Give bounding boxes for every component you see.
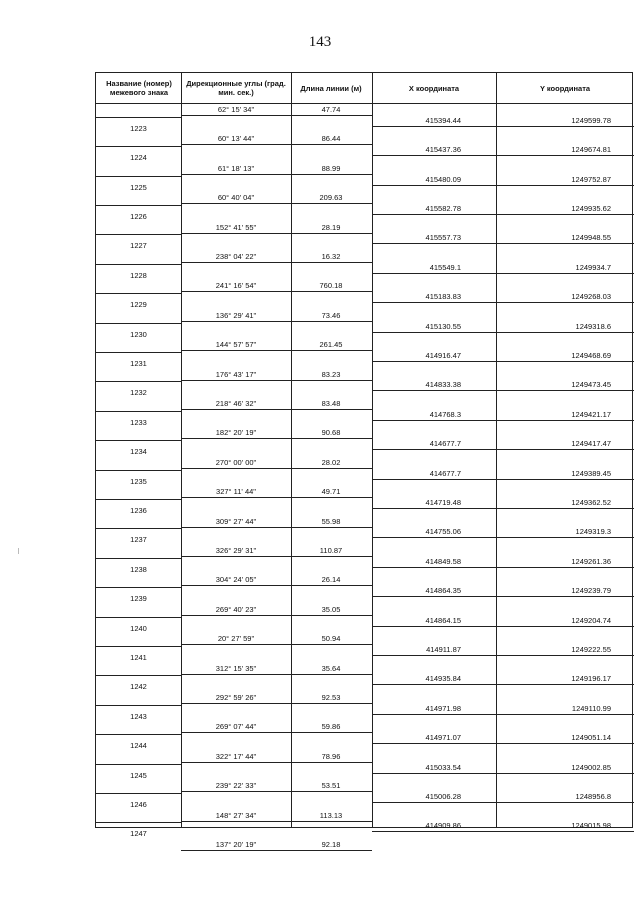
coordinate-row-rule — [372, 626, 634, 627]
length-cell: 35.05 — [321, 604, 341, 614]
coordinate-row-rule — [372, 714, 634, 715]
length-cell: 47.74 — [321, 105, 341, 114]
angle-cell: 309° 27' 44" — [215, 516, 257, 526]
y-coordinate-cell: 1248956.8 — [575, 791, 611, 801]
line-row-rule — [181, 438, 372, 439]
x-coordinate-cell: 414864.35 — [425, 586, 461, 596]
header-length: Длина линии (м) — [300, 83, 362, 93]
point-name-cell: 1233 — [130, 417, 147, 427]
angle-cell: 60° 13' 44" — [217, 134, 255, 144]
length-cell: 28.02 — [321, 457, 341, 467]
point-name-cell: 1230 — [130, 329, 147, 339]
x-coordinate-cell: 414916.47 — [425, 350, 461, 360]
length-cell: 53.51 — [321, 781, 341, 791]
line-row-rule — [181, 291, 372, 292]
point-name-cell: 1232 — [130, 388, 147, 398]
angle-cell: 218° 46' 32" — [215, 399, 257, 408]
coordinate-row-rule — [372, 449, 634, 450]
angle-cell: 270° 00' 00" — [215, 457, 257, 467]
x-coordinate-cell: 415549.1 — [429, 262, 461, 272]
header-name: Название (номер) межевого знака — [106, 79, 172, 97]
line-row-rule — [181, 174, 372, 175]
line-row-rule — [181, 821, 372, 822]
coordinate-row-rule — [372, 567, 634, 568]
x-coordinate-cell: 414719.48 — [425, 497, 461, 507]
point-name-cell: 1240 — [130, 623, 147, 633]
angle-cell: 176° 43' 17" — [215, 369, 257, 379]
y-coordinate-cell: 1249319.3 — [575, 527, 611, 537]
line-row-rule — [181, 233, 372, 234]
length-cell: 28.19 — [321, 222, 341, 232]
header-separator — [96, 103, 632, 104]
length-cell: 78.96 — [321, 751, 341, 761]
length-cell: 209.63 — [319, 193, 343, 203]
line-row-rule — [181, 732, 372, 733]
angle-cell: 61° 18' 13" — [217, 163, 255, 173]
x-coordinate-cell: 414755.06 — [425, 527, 461, 537]
y-coordinate-cell: 1249110.99 — [571, 703, 611, 713]
y-coordinate-cell: 1249421.17 — [571, 409, 611, 419]
angle-cell: 304° 24' 05" — [215, 575, 257, 585]
coordinate-row-rule — [372, 655, 634, 656]
point-row-rule — [96, 146, 181, 147]
angle-cell: 269° 07' 44" — [215, 722, 257, 732]
point-name-cell: 1231 — [130, 358, 147, 368]
line-row-rule — [181, 380, 372, 381]
point-name-cell: 1238 — [130, 564, 147, 574]
angle-cell: 292° 59' 26" — [215, 693, 257, 702]
y-coordinate-cell: 1249239.79 — [571, 586, 611, 596]
y-coordinate-cell: 1249417.47 — [571, 439, 611, 449]
y-coordinate-cell: 1249015.98 — [571, 821, 611, 831]
point-name-cell: 1244 — [130, 741, 147, 751]
x-coordinate-cell: 414677.7 — [429, 439, 461, 449]
line-row-rule — [181, 115, 372, 116]
point-row-rule — [96, 793, 181, 794]
point-name-cell: 1243 — [130, 711, 147, 721]
angle-cell: 148° 27' 34" — [215, 810, 257, 820]
line-row-rule — [181, 144, 372, 145]
point-name-cell: 1236 — [130, 505, 147, 515]
point-row-rule — [96, 323, 181, 324]
x-coordinate-cell: 415557.73 — [425, 233, 461, 243]
line-row-rule — [181, 762, 372, 763]
coordinate-row-rule — [372, 479, 634, 480]
line-row-rule — [181, 203, 372, 204]
header-y: Y координата — [539, 83, 591, 93]
y-coordinate-cell: 1249318.6 — [575, 321, 611, 331]
line-row-rule — [181, 556, 372, 557]
point-name-cell: 1234 — [130, 447, 147, 457]
x-coordinate-cell: 414849.58 — [425, 556, 461, 566]
point-name-cell: 1226 — [130, 211, 147, 221]
coordinate-row-rule — [372, 214, 634, 215]
line-row-rule — [181, 585, 372, 586]
coordinate-row-rule — [372, 537, 634, 538]
point-row-rule — [96, 411, 181, 412]
point-row-rule — [96, 617, 181, 618]
angle-cell: 312° 15' 35" — [215, 663, 257, 673]
column-divider — [181, 73, 182, 827]
coordinate-row-rule — [372, 773, 634, 774]
length-cell: 49.71 — [321, 487, 341, 497]
coordinates-table — [95, 72, 633, 849]
column-divider — [291, 73, 292, 827]
angle-cell: 241° 16' 54" — [215, 281, 257, 291]
angle-cell: 20° 27' 59" — [217, 634, 255, 644]
coordinate-row-rule — [372, 802, 634, 803]
scan-mark — [18, 548, 19, 554]
point-row-rule — [96, 352, 181, 353]
coordinate-row-rule — [372, 155, 634, 156]
y-coordinate-cell: 1249934.7 — [575, 262, 611, 272]
coordinate-row-rule — [372, 743, 634, 744]
y-coordinate-cell: 1249948.55 — [571, 233, 611, 243]
length-cell: 92.18 — [321, 840, 341, 849]
y-coordinate-cell: 1249599.78 — [571, 115, 611, 125]
line-row-rule — [181, 791, 372, 792]
x-coordinate-cell: 415582.78 — [425, 203, 461, 213]
angle-cell: 62° 15' 34" — [217, 105, 255, 114]
point-name-cell: 1224 — [130, 153, 147, 163]
point-name-cell: 1241 — [130, 652, 147, 662]
coordinate-row-rule — [372, 185, 634, 186]
point-name-cell: 1227 — [130, 241, 147, 251]
point-row-rule — [96, 734, 181, 735]
x-coordinate-cell: 415394.44 — [425, 115, 461, 125]
y-coordinate-cell: 1249222.55 — [571, 644, 611, 654]
angle-cell: 152° 41' 55" — [215, 222, 257, 232]
y-coordinate-cell: 1249196.17 — [571, 674, 611, 684]
x-coordinate-cell: 414971.98 — [425, 703, 461, 713]
point-row-rule — [96, 440, 181, 441]
point-name-cell: 1228 — [130, 270, 147, 280]
line-row-rule — [181, 527, 372, 528]
point-row-rule — [96, 764, 181, 765]
point-name-cell: 1237 — [130, 535, 147, 545]
point-row-rule — [96, 705, 181, 706]
angle-cell: 239° 22' 33" — [215, 781, 257, 791]
length-cell: 26.14 — [321, 575, 341, 585]
x-coordinate-cell: 414909.86 — [425, 821, 461, 831]
length-cell: 35.64 — [321, 663, 341, 673]
x-coordinate-cell: 414677.7 — [429, 468, 461, 478]
length-cell: 73.46 — [321, 310, 341, 320]
line-row-rule — [181, 703, 372, 704]
point-row-rule — [96, 587, 181, 588]
coordinate-row-rule — [372, 596, 634, 597]
coordinate-row-rule — [372, 302, 634, 303]
x-coordinate-cell: 415437.36 — [425, 145, 461, 155]
coordinate-row-rule — [372, 390, 634, 391]
y-coordinate-cell: 1249468.69 — [571, 350, 611, 360]
point-name-cell: 1242 — [130, 682, 147, 692]
y-coordinate-cell: 1249935.62 — [571, 203, 611, 213]
point-row-rule — [96, 822, 181, 823]
length-cell: 86.44 — [321, 134, 341, 144]
point-row-rule — [96, 558, 181, 559]
point-row-rule — [96, 528, 181, 529]
angle-cell: 144° 57' 57" — [215, 340, 257, 350]
angle-cell: 136° 29' 41" — [215, 310, 257, 320]
angle-cell: 322° 17' 44" — [215, 751, 257, 761]
y-coordinate-cell: 1249389.45 — [571, 468, 611, 478]
x-coordinate-cell: 414971.07 — [425, 733, 461, 743]
length-cell: 113.13 — [319, 810, 343, 820]
coordinate-row-rule — [372, 420, 634, 421]
length-cell: 88.99 — [321, 163, 341, 173]
line-row-rule — [181, 674, 372, 675]
x-coordinate-cell: 414864.15 — [425, 615, 461, 625]
x-coordinate-cell: 414833.38 — [425, 380, 461, 390]
angle-cell: 182° 20' 19" — [215, 428, 257, 438]
y-coordinate-cell: 1249002.85 — [571, 762, 611, 772]
point-row-rule — [96, 176, 181, 177]
y-coordinate-cell: 1249473.45 — [571, 380, 611, 390]
coordinate-row-rule — [372, 126, 634, 127]
coordinate-row-rule — [372, 332, 634, 333]
y-coordinate-cell: 1249752.87 — [571, 174, 611, 184]
length-cell: 90.68 — [321, 428, 341, 438]
angle-cell: 326° 29' 31" — [215, 546, 257, 555]
point-name-cell: 1225 — [130, 182, 147, 192]
point-name-cell: 1246 — [130, 799, 147, 809]
coordinate-row-rule — [372, 273, 634, 274]
point-row-rule — [96, 264, 181, 265]
length-cell: 83.48 — [321, 399, 341, 408]
line-row-rule — [181, 644, 372, 645]
length-cell: 50.94 — [321, 634, 341, 644]
point-row-rule — [96, 381, 181, 382]
point-name-cell: 1245 — [130, 770, 147, 780]
length-cell: 55.98 — [321, 516, 341, 526]
line-row-rule — [181, 850, 372, 851]
y-coordinate-cell: 1249674.81 — [571, 145, 611, 155]
line-row-rule — [181, 468, 372, 469]
point-row-rule — [96, 234, 181, 235]
point-row-rule — [96, 205, 181, 206]
header-x: X координата — [408, 83, 460, 93]
y-coordinate-cell: 1249051.14 — [571, 733, 611, 743]
coordinate-row-rule — [372, 831, 634, 832]
angle-cell: 327° 11' 44" — [216, 487, 256, 497]
length-cell: 59.86 — [321, 722, 341, 732]
x-coordinate-cell: 415130.55 — [425, 321, 461, 331]
point-name-cell: 1223 — [130, 123, 147, 133]
length-cell: 110.87 — [319, 546, 343, 555]
length-cell: 83.23 — [321, 369, 341, 379]
line-row-rule — [181, 262, 372, 263]
line-row-rule — [181, 321, 372, 322]
angle-cell: 137° 20' 19" — [215, 840, 257, 849]
point-row-rule — [96, 117, 181, 118]
coordinate-row-rule — [372, 508, 634, 509]
line-row-rule — [181, 409, 372, 410]
x-coordinate-cell: 415006.28 — [425, 791, 461, 801]
y-coordinate-cell: 1249204.74 — [571, 615, 611, 625]
x-coordinate-cell: 414768.3 — [429, 409, 461, 419]
point-row-rule — [96, 499, 181, 500]
point-row-rule — [96, 675, 181, 676]
page-number: 143 — [308, 34, 332, 50]
y-coordinate-cell: 1249362.52 — [571, 497, 611, 507]
x-coordinate-cell: 415033.54 — [425, 762, 461, 772]
point-name-cell: 1239 — [130, 594, 147, 604]
coordinate-row-rule — [372, 684, 634, 685]
point-row-rule — [96, 293, 181, 294]
point-row-rule — [96, 646, 181, 647]
angle-cell: 60° 40' 04" — [217, 193, 255, 203]
length-cell: 16.32 — [321, 252, 341, 261]
x-coordinate-cell: 415480.09 — [425, 174, 461, 184]
y-coordinate-cell: 1249268.03 — [571, 292, 611, 302]
coordinate-row-rule — [372, 361, 634, 362]
point-row-rule — [96, 470, 181, 471]
x-coordinate-cell: 414911.87 — [426, 644, 461, 654]
line-row-rule — [181, 497, 372, 498]
line-row-rule — [181, 350, 372, 351]
x-coordinate-cell: 415183.83 — [425, 292, 461, 302]
point-name-cell: 1229 — [130, 300, 147, 310]
coordinate-row-rule — [372, 243, 634, 244]
y-coordinate-cell: 1249261.36 — [571, 556, 611, 566]
header-angle: Дирекционные углы (град. мин. сек.) — [186, 79, 286, 97]
point-name-cell: 1235 — [130, 476, 147, 486]
angle-cell: 269° 40' 23" — [215, 604, 257, 614]
line-row-rule — [181, 615, 372, 616]
length-cell: 92.53 — [321, 693, 341, 702]
x-coordinate-cell: 414935.84 — [425, 674, 461, 684]
angle-cell: 238° 04' 22" — [215, 252, 257, 261]
length-cell: 760.18 — [319, 281, 343, 291]
point-name-cell: 1247 — [130, 829, 147, 839]
length-cell: 261.45 — [319, 340, 343, 350]
